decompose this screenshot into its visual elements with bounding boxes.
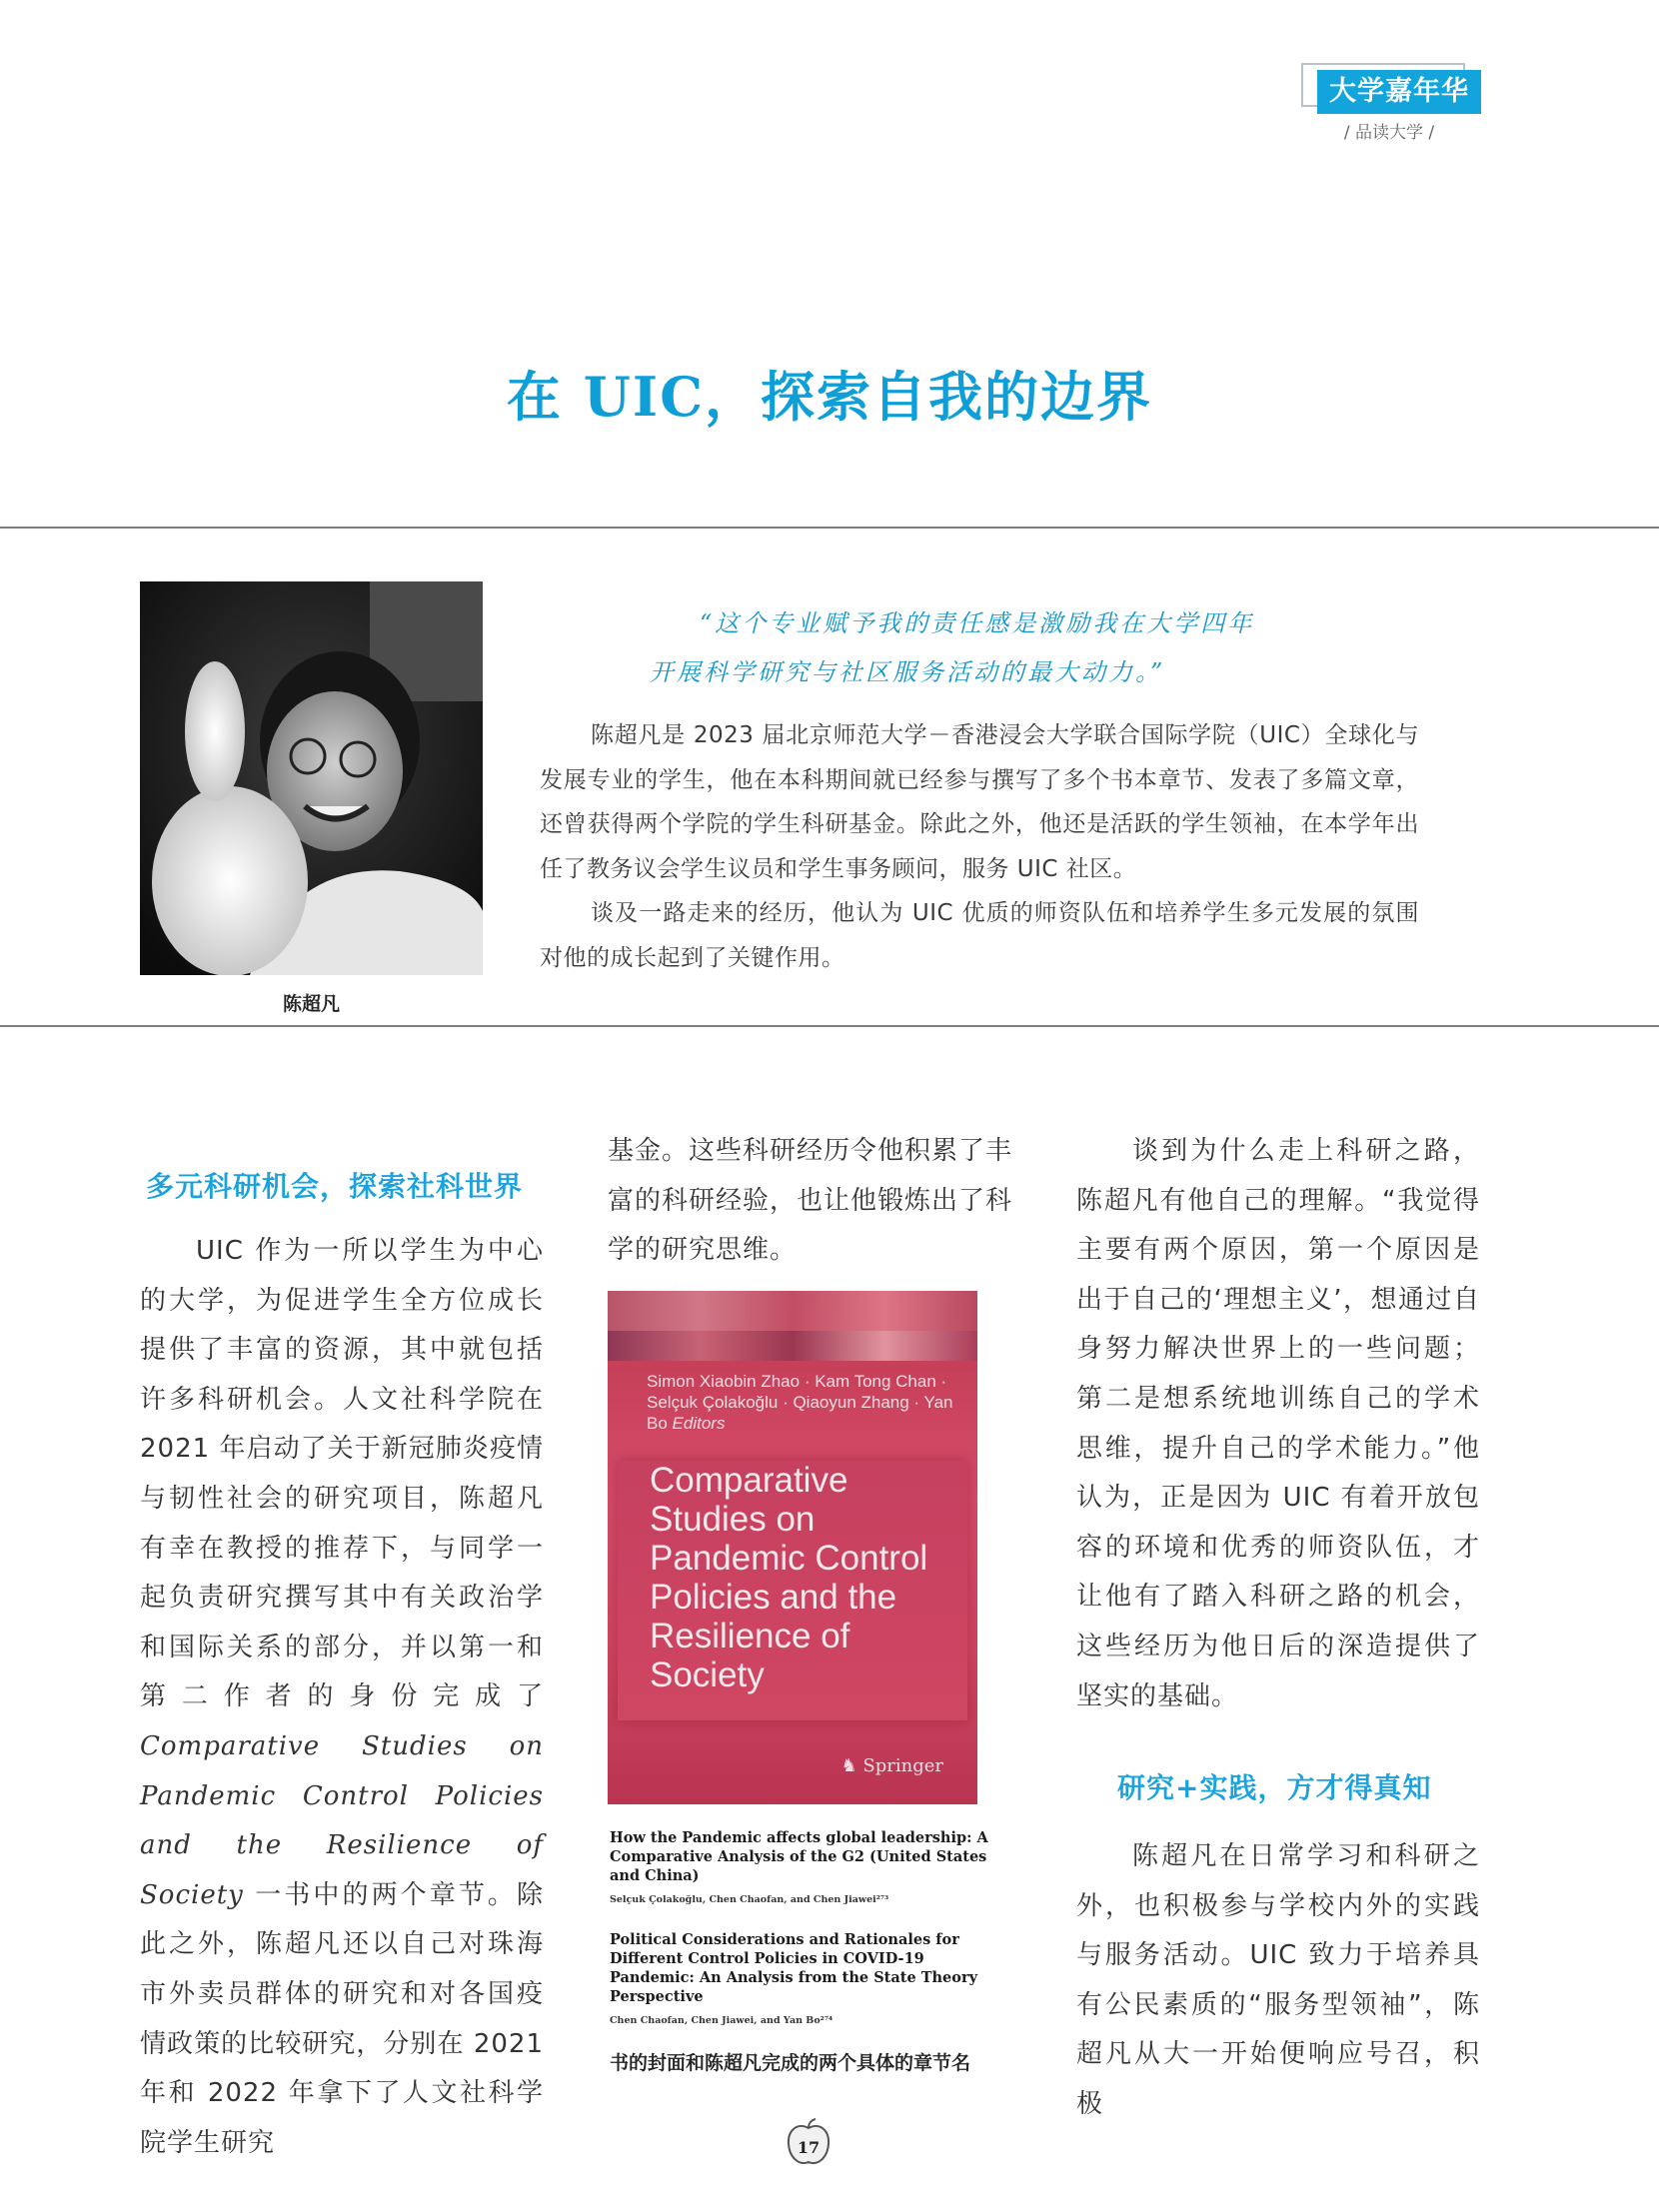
chapter-2-authors: Chen Chaofan, Chen Jiawei, and Yan Bo²⁷⁴	[610, 2015, 833, 2026]
subsection-label: / 品读大学 /	[1343, 123, 1435, 143]
cover-editors	[647, 1371, 966, 1434]
column-3-lower	[1076, 1832, 1480, 2130]
column-3-paragraph-2: 陈超凡在日常学习和科研之外，也积极参与学校内外的实践与服务活动。UIC 致力于培养具有公民素质的“服务型领袖”，陈超凡从大一开始便响应号召，积极	[1076, 1841, 1480, 2119]
section-heading-research: 多元科研机会，探索社科世界	[146, 1170, 524, 1203]
paragraph-text: UIC 作为一所以学生为中心的大学，为促进学生全方位成长提供了丰富的资源，其中就包括许多科研机会。人文社科学院在 2021 年启动了关于新冠肺炎疫情与韧性社会的研究项目，陈超凡有幸在教授的推荐下，与同学一起负责研究撰写其中有关政治学和国际关系的部分，并以第一和第二作者的身份完成了	[140, 1236, 544, 1712]
apple-icon	[786, 2118, 831, 2168]
book-cover	[608, 1291, 977, 1804]
page-number: 17	[797, 2138, 821, 2157]
column-1-paragraph	[140, 1227, 544, 2168]
quote-line-2: 开展科学研究与社区服务活动的最大动力。”	[650, 658, 1166, 686]
article-title: 在 UIC，探索自我的边界	[506, 365, 1153, 429]
chapter-1-authors: Selçuk Çolakoğlu, Chen Chaofan, and Chen Jiawei²⁷³	[610, 1894, 889, 1905]
book-title: Comparative Studies on Pandemic Control Policies and the Resilience of Society	[140, 1730, 544, 1910]
paragraph-text: 一书中的两个章节。除此之外，陈超凡还以自己对珠海市外卖员群体的研究和对各国疫情政策的比较研究，分别在 2021 年和 2022 年拿下了人文社科学院学生研究	[140, 1879, 544, 2158]
column-1	[140, 1227, 544, 2168]
column-2	[608, 1127, 1012, 1276]
column-2-paragraph: 基金。这些科研经历令他积累了丰富的科研经验，也让他锻炼出了科学的研究思维。	[608, 1136, 1013, 1266]
page-number-badge	[786, 2118, 831, 2168]
chapter-2-title: Political Considerations and Rationales for Different Control Policies in COVID-19 Pandemic: An Analysis from the State Theory Perspective	[610, 1931, 978, 2005]
springer-logo-icon: ♞	[840, 1755, 863, 1776]
cover-title: Comparative Studies on Pandemic Control Policies and the Resilience of Society	[650, 1461, 928, 1694]
quote-line-1: “这个专业赋予我的责任感是激励我在大学四年	[700, 609, 1255, 637]
cover-publisher-name: Springer	[862, 1755, 943, 1776]
pull-quote	[590, 599, 1419, 697]
chapter-titles	[610, 1828, 1009, 2029]
cover-editors-role: Editors	[672, 1414, 726, 1433]
portrait-illustration	[140, 581, 483, 975]
intro-paragraph-2: 谈及一路走来的经历，他认为 UIC 优质的师资队伍和培养学生多元发展的氛围对他的成长起到了关键作用。	[540, 900, 1419, 971]
top-divider	[0, 527, 1659, 529]
book-caption: 书的封面和陈超凡完成的两个具体的章节名	[610, 2052, 971, 2074]
cover-publisher	[841, 1755, 943, 1776]
intro-paragraph-1: 陈超凡是 2023 届北京师范大学－香港浸会大学联合国际学院（UIC）全球化与发展专业的学生，他在本科期间就已经参与撰写了多个书本章节、发表了多篇文章，还曾获得两个学院的学生科研基金。除此之外，他还是活跃的学生领袖，在本学年出任了教务议会学生议员和学生事务顾问，服务 UIC 社区。	[540, 722, 1419, 882]
chapter-1-title: How the Pandemic affects global leadership: A Comparative Analysis of the G2 (United States and China)	[610, 1829, 988, 1884]
cover-banner-shade	[608, 1331, 977, 1361]
column-3-paragraph-1: 谈到为什么走上科研之路，陈超凡有他自己的理解。“我觉得主要有两个原因，第一个原因是出于自己的‘理想主义’，想通过自身努力解决世界上的一些问题；第二是想系统地训练自己的学术思维，提升自己的学术能力。”他认为，正是因为 UIC 有着开放包容的环境和优秀的师资队伍，才让他有了踏入科研之路的机会，这些经历为他日后的深造提供了坚实的基础。	[1076, 1136, 1480, 1711]
section-heading-practice: 研究+实践，方才得真知	[1117, 1771, 1432, 1804]
section-tag: 大学嘉年华	[1317, 70, 1481, 114]
column-3	[1076, 1127, 1480, 1721]
intro-block	[540, 713, 1419, 981]
portrait-photo	[140, 581, 483, 975]
cover-editor-names: Simon Xiaobin Zhao · Kam Tong Chan · Selçuk Çolakoğlu · Qiaoyun Zhang · Yan Bo	[647, 1372, 953, 1433]
middle-divider	[0, 1025, 1659, 1027]
photo-caption: 陈超凡	[282, 993, 340, 1015]
